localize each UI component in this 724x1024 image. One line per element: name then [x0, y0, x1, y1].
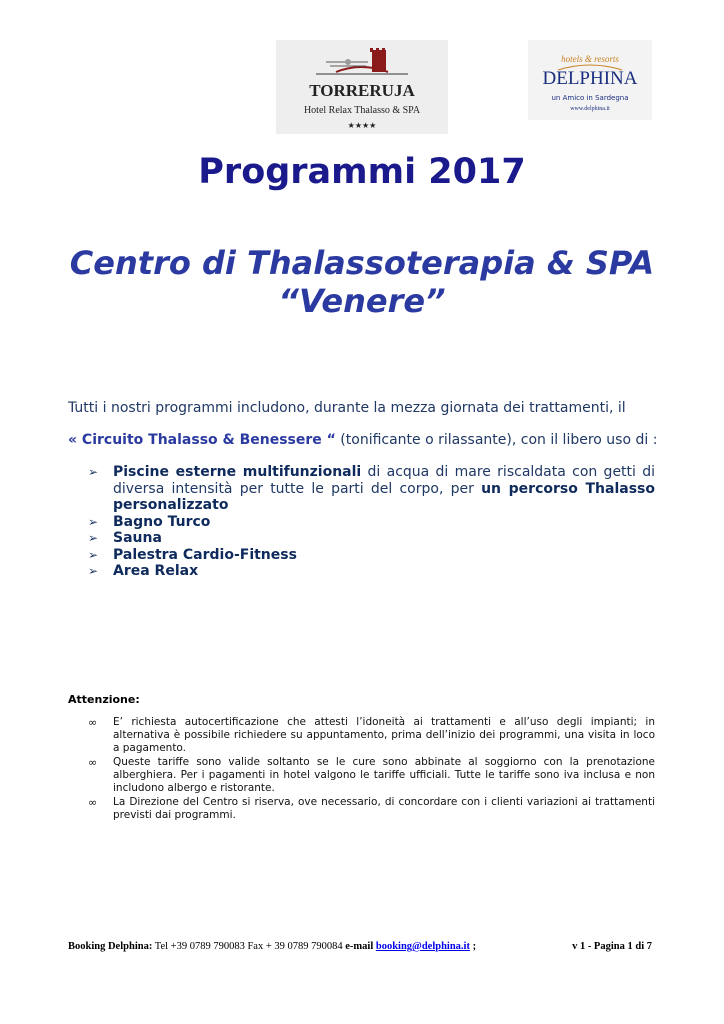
torreruja-logo	[276, 40, 448, 134]
circuit-highlight: « Circuito Thalasso & Benessere “	[68, 432, 336, 448]
feature-bold: Sauna	[113, 530, 162, 546]
torreruja-stars: ★★★★	[347, 121, 377, 130]
page-title: Programmi 2017	[198, 152, 526, 192]
delphina-logo	[528, 40, 652, 120]
delphina-url: www.delphina.it	[570, 106, 610, 112]
note-item	[88, 716, 655, 755]
feature-item	[88, 563, 655, 580]
torreruja-name: TORRERUJA	[309, 81, 415, 100]
feature-item	[88, 547, 655, 564]
arrow-bullet-icon: ➢	[88, 514, 99, 529]
delphina-name: DELPHINA	[542, 68, 638, 89]
arrow-bullet-icon: ➢	[88, 465, 99, 479]
footer-email-link[interactable]: booking@delphina.it	[375, 941, 470, 952]
subtitle-line-2: “Venere”	[278, 282, 446, 320]
note-text: La Direzione del Centro si riserva, ove necessario, di concordare con i clienti variazioni ai trattamenti previsti dai programmi.	[113, 796, 655, 821]
torreruja-tagline: Hotel Relax Thalasso & SPA	[303, 105, 421, 116]
attention-notes	[88, 716, 655, 823]
page-footer	[68, 941, 652, 952]
note-item	[88, 756, 655, 795]
feature-list	[88, 464, 655, 580]
delphina-logo-graphic	[528, 40, 652, 120]
feature-bold-2: un percorso Thalasso personalizzato	[113, 480, 655, 513]
circuit-line	[68, 432, 657, 448]
infinity-bullet-icon: ∞	[88, 756, 98, 769]
arrow-bullet-icon: ➢	[88, 564, 99, 578]
footer-email-label: e-mail	[345, 941, 376, 952]
feature-item	[88, 514, 655, 531]
delphina-top: hotels & resorts	[561, 54, 619, 64]
arrow-bullet-icon: ➢	[88, 547, 99, 562]
attention-heading: Attenzione:	[68, 693, 140, 706]
feature-text: di acqua di mare riscaldata con getti di diversa intensità per tutte le parti del corpo, per	[113, 464, 656, 497]
feature-item	[88, 464, 655, 514]
feature-bold: Piscine esterne multifunzionali	[113, 464, 362, 480]
footer-email-suffix: ;	[469, 941, 477, 952]
infinity-bullet-icon: ∞	[88, 796, 98, 809]
feature-bold: Bagno Turco	[113, 513, 211, 530]
delphina-slogan: un Amico in Sardegna	[551, 94, 629, 102]
intro-text: Tutti i nostri programmi includono, durante la mezza giornata dei trattamenti, il	[68, 400, 626, 416]
note-text: E’ richiesta autocertificazione che attesti l’idoneità ai trattamenti e all’uso degli impianti; in alternativa è possibile richiedere su appuntamento, prima dell’inizio dei programmi, una visita in loco a pagamento.	[113, 716, 655, 754]
footer-booking-label: Booking Delphina:	[68, 941, 153, 952]
infinity-bullet-icon: ∞	[88, 716, 98, 729]
footer-page-number: v 1 - Pagina 1 di 7	[572, 941, 652, 952]
circuit-rest: (tonificante o rilassante), con il libero uso di :	[335, 432, 658, 448]
arrow-bullet-icon: ➢	[88, 531, 99, 545]
subtitle-line-1: Centro di Thalassoterapia & SPA	[69, 244, 655, 282]
feature-bold: Palestra Cardio-Fitness	[113, 546, 297, 563]
note-item	[88, 796, 655, 822]
feature-bold: Area Relax	[113, 563, 199, 579]
note-text: Queste tariffe sono valide soltanto se le cure sono abbinate al soggiorno con la prenotazione alberghiera. Per i pagamenti in hotel valgono le tariffe ufficiali. Tutte le tariffe sono iva inclusa e non includono albergo e ristorante.	[113, 756, 655, 794]
feature-item	[88, 530, 655, 547]
footer-contacts: Tel +39 0789 790083 Fax + 39 0789 790084	[152, 941, 346, 952]
torreruja-logo-graphic	[276, 40, 448, 134]
